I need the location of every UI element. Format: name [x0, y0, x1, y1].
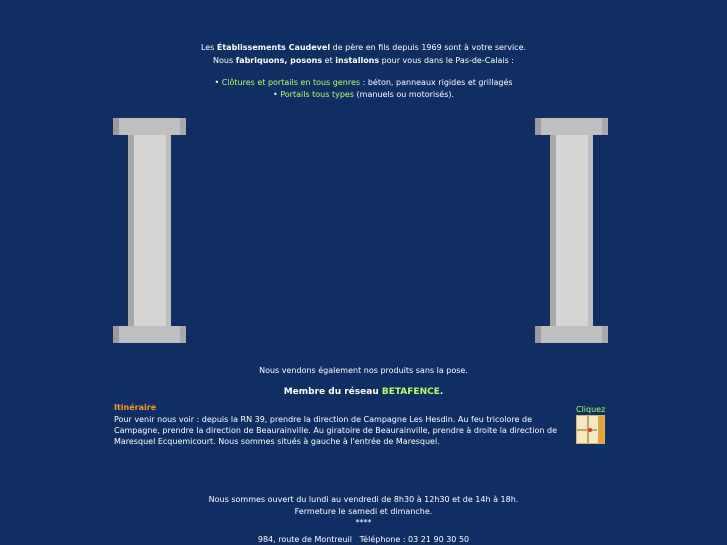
- network-suffix: .: [439, 387, 444, 397]
- offer-text: : béton, panneaux rigides et grillagés: [360, 78, 513, 87]
- pillar-shaft: [550, 135, 593, 326]
- link-clotures-portails[interactable]: Clôtures et portails en tous genres: [221, 78, 361, 87]
- map-thumbnail-icon[interactable]: [576, 415, 605, 444]
- network-line: [0, 387, 727, 398]
- intro-text: pour vous dans le Pas-de-Calais :: [379, 56, 514, 65]
- map-side-strip: [598, 416, 604, 443]
- company-name: Établissements Caudevel: [216, 43, 331, 52]
- intro-bold-text: installons: [335, 56, 380, 65]
- offer-item: [0, 89, 727, 100]
- footer-contact: [0, 534, 727, 545]
- pillar-cap: [113, 118, 186, 135]
- intro-text: de père en fils depuis 1969 sont à votre service.: [330, 43, 527, 52]
- itinerary-text: Pour venir nous voir : depuis la RN 39, prendre la direction de Campagne Les Hesdin. Au feu tricolore de Campagne, prendre la direction de Beaurainville. Au giratoire de Beaurainville, prendre à droite la direction de Maresquel Ecquemicourt. Nous sommes situés à gauche à l'entrée de Maresquel.: [114, 415, 558, 446]
- intro-text: et: [322, 56, 336, 65]
- footer-address: 984, route de Montreuil: [257, 535, 352, 544]
- itinerary-title: Itinéraire: [114, 403, 157, 412]
- pillar-base: [535, 326, 608, 343]
- intro-text: Les: [200, 43, 217, 52]
- offer-text: (manuels ou motorisés).: [354, 90, 455, 99]
- betafence-link[interactable]: BETAFENCE: [381, 387, 440, 397]
- bullet: •: [214, 78, 222, 87]
- footer-phone: Téléphone : 03 21 90 30 50: [359, 535, 470, 544]
- closing-days: Fermeture le samedi et dimanche.: [294, 507, 433, 516]
- map-link[interactable]: Cliquez: [576, 405, 606, 414]
- bullet: •: [272, 90, 281, 99]
- map-road: [577, 429, 597, 431]
- opening-hours: Nous sommes ouvert du lundi au vendredi de 8h30 à 12h30 et de 14h à 18h.: [208, 495, 519, 504]
- pillar-base: [113, 326, 186, 343]
- pillar-shaft: [128, 135, 171, 326]
- intro-bold-text: fabriquons, posons: [235, 56, 323, 65]
- sales-note: Nous vendons également nos produits sans la pose.: [259, 366, 468, 375]
- intro-line-1: [0, 42, 727, 53]
- separator: ****: [355, 518, 372, 527]
- intro-text: Nous: [213, 56, 236, 65]
- network-label: Membre du réseau: [283, 387, 382, 397]
- left-pillar-image: [113, 118, 186, 343]
- offer-item: [0, 77, 727, 88]
- pillar-cap: [535, 118, 608, 135]
- link-portails-tous-types[interactable]: Portails tous types: [280, 90, 355, 99]
- intro-line-2: [0, 55, 727, 66]
- map-marker-icon: [588, 428, 592, 432]
- right-pillar-image: [535, 118, 608, 343]
